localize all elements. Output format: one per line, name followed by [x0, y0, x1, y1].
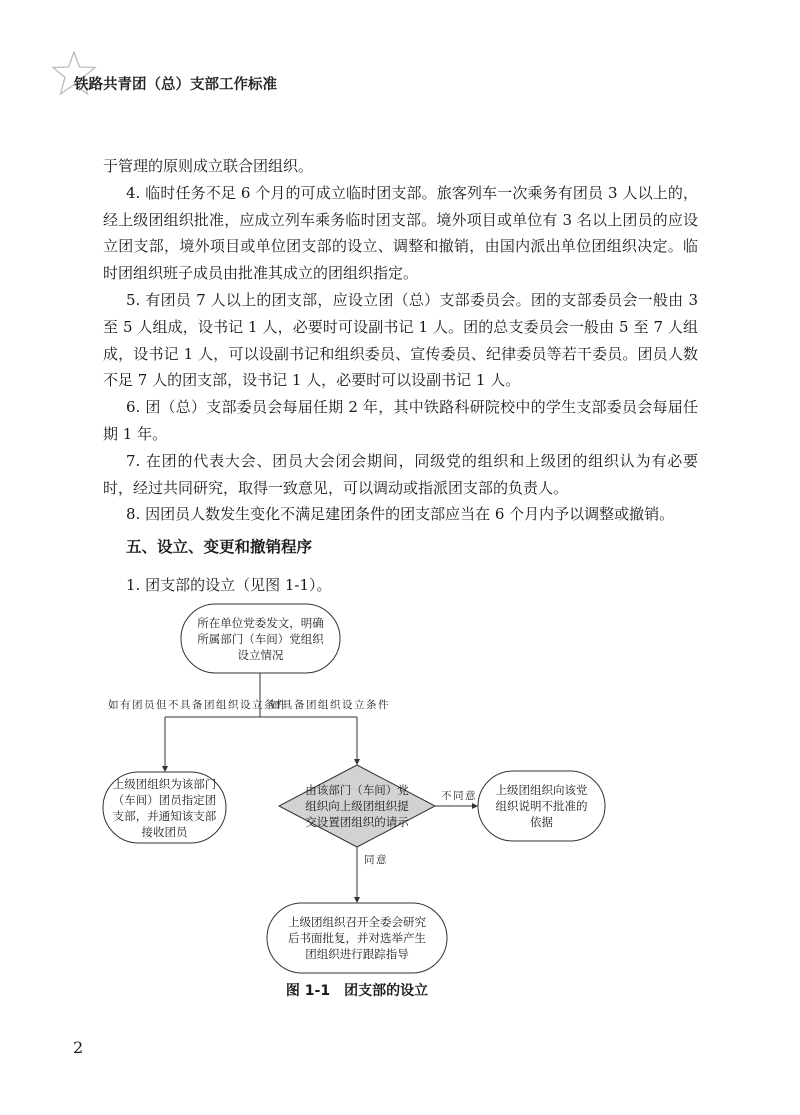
start-node: 所在单位党委发文，明确所属部门（车间）党组织设立情况	[197, 615, 324, 662]
page-number: 2	[73, 1038, 84, 1057]
branch-left-label: 如有团员但不具备团组织设立条件	[108, 699, 288, 711]
paragraph: 5. 有团员 7 人以上的团支部，应设立团（总）支部委员会。团的支部委员会一般由 3 至 5 人组成，设书记 1 人，必要时可设副书记 1 人。团的总支委员会一般由 5 至 7 人组成，设书记 1 人，可以设副书记和组织委员、宣传委员、纪律委员等若干委员。团员人数不足 7 人的团支部，设书记 1 人，必要时可以设副书记 1 人。	[103, 290, 698, 390]
paragraph: 7. 在团的代表大会、团员大会闭会期间，同级党的组织和上级团的组织认为有必要时，经过共同研究，取得一致意见，可以调动或指派团支部的负责人。	[103, 451, 698, 497]
figure-title: 团支部的设立	[344, 983, 429, 999]
paragraph: 6. 团（总）支部委员会每届任期 2 年，其中铁路科研院校中的学生支部委员会每届任期 1 年。	[103, 398, 698, 443]
running-header-title: 铁路共青团（总）支部工作标准	[74, 77, 277, 93]
subsection-text: 1. 团支部的设立（见图 1-1）。	[126, 576, 332, 594]
figure-number: 图 1-1	[285, 983, 331, 999]
section-heading: 五、设立、变更和撤销程序	[126, 538, 313, 556]
agree-label: 同意	[364, 854, 388, 866]
paragraph: 于管理的原则成立联合团组织。	[103, 157, 314, 175]
disagree-result-node: 上级团组织向该党组织说明不批准的依据	[495, 783, 588, 829]
figure-caption	[0, 980, 714, 1000]
branch-right-label: 如具备团组织设立条件	[270, 699, 390, 711]
decision-node: 由该部门（车间）党组织向上级团组织提交设置团组织的请示	[305, 783, 409, 829]
agree-result-node: 上级团组织召开全委会研究后书面批复，并对选举产生团组织进行跟踪指导	[288, 915, 426, 961]
paragraph: 8. 因团员人数发生变化不满足建团条件的团支部应当在 6 个月内予以调整或撤销。	[126, 505, 675, 524]
disagree-label: 不同意	[441, 790, 477, 802]
paragraph: 4. 临时任务不足 6 个月的可成立临时团支部。旅客列车一次乘务有团员 3 人以上的，经上级团组织批准，应成立列车乘务临时团支部。境外项目或单位有 3 名以上团员的应设立团支部，境外项目或单位团支部的设立、调整和撤销，由国内派出单位团组织决定。临时团组织班子成员由批准其成立的团组织指定。	[103, 183, 698, 283]
left-result-node: 上级团组织为该部门（车间）团员指定团支部，并通知该支部接收团员	[112, 776, 217, 839]
